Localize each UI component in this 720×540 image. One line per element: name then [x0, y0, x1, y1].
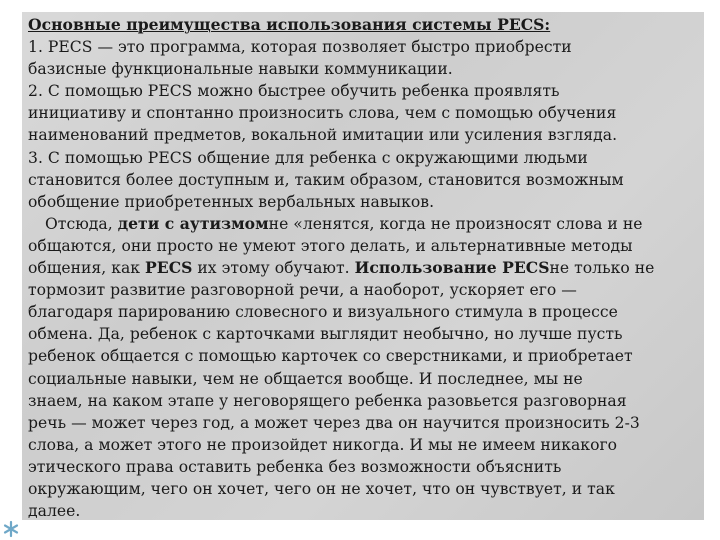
paragraph-line-9: знаем, на каком этапе у неговорящего ребенка разовьется разговорная [28, 391, 627, 410]
paragraph-line-3 [28, 257, 704, 279]
paragraph-line-11: слова, а может этого не произойдет никогда. И мы не имеем никакого [28, 435, 618, 454]
paragraph-line-3-end: не только не [549, 259, 655, 278]
paragraph-line-14: далее. [28, 502, 81, 521]
text-line-3: 2. С помощью PECS можно быстрее обучить ребенка проявлять [28, 82, 560, 101]
paragraph-line-3-middle: их этому обучают. [192, 259, 355, 278]
bold-phrase-using-pecs: Использование PECS [354, 258, 550, 278]
paragraph-line-13: окружающим, чего он хочет, чего он не хочет, что он чувствует, и так [28, 479, 615, 498]
paragraph-line-3-start: общения, как [28, 259, 146, 278]
bold-phrase-autism: дети с аутизмом [117, 213, 269, 233]
paragraph-line-8: социальные навыки, чем не общается вообще. И последнее, мы не [28, 369, 583, 388]
paragraph-line-12: этического права оставить ребенка без возможности объяснить [28, 457, 562, 476]
paragraph-line-6: обмена. Да, ребенок с карточками выглядит необычно, но лучше пусть [28, 325, 623, 344]
paragraph-line-1-end: не «ленятся, когда не произносят слова и не [268, 214, 643, 233]
text-line-5: наименований предметов, вокальной имитации или усиления взгляда. [28, 126, 618, 145]
text-line-1: 1. PECS — это программа, которая позволяет быстро приобрести [28, 38, 572, 57]
asterisk-icon [2, 520, 20, 538]
paragraph-line-4: тормозит развитие разговорной речи, а наоборот, ускоряет его — [28, 281, 577, 300]
paragraph-line-1-start: Отсюда, [45, 214, 118, 233]
text-line-2: базисные функциональные навыки коммуникации. [28, 60, 453, 79]
paragraph-line-10: речь — может через год, а может через два он научится произносить 2-3 [28, 413, 640, 432]
text-line-8: обобщение приобретенных вербальных навыков. [28, 192, 435, 211]
paragraph-line-1 [28, 213, 704, 235]
heading: Основные преимущества использования системы PECS: [28, 15, 551, 34]
text-line-7: становится более доступным и, таким образом, становится возможным [28, 170, 624, 189]
paragraph-line-2: общаются, они просто не умеют этого делать, и альтернативные методы [28, 236, 633, 255]
paragraph-line-5: благодаря парированию словесного и визуального стимула в процессе [28, 303, 618, 322]
paragraph-line-7: ребенок общается с помощью карточек со сверстниками, и приобретает [28, 347, 633, 366]
text-line-4: инициативу и спонтанно произносить слова, чем с помощью обучения [28, 104, 617, 123]
bold-phrase-pecs: PECS [145, 258, 193, 278]
slide-body-text [28, 14, 704, 522]
text-line-6: 3. С помощью PECS общение для ребенка с окружающими людьми [28, 148, 588, 167]
